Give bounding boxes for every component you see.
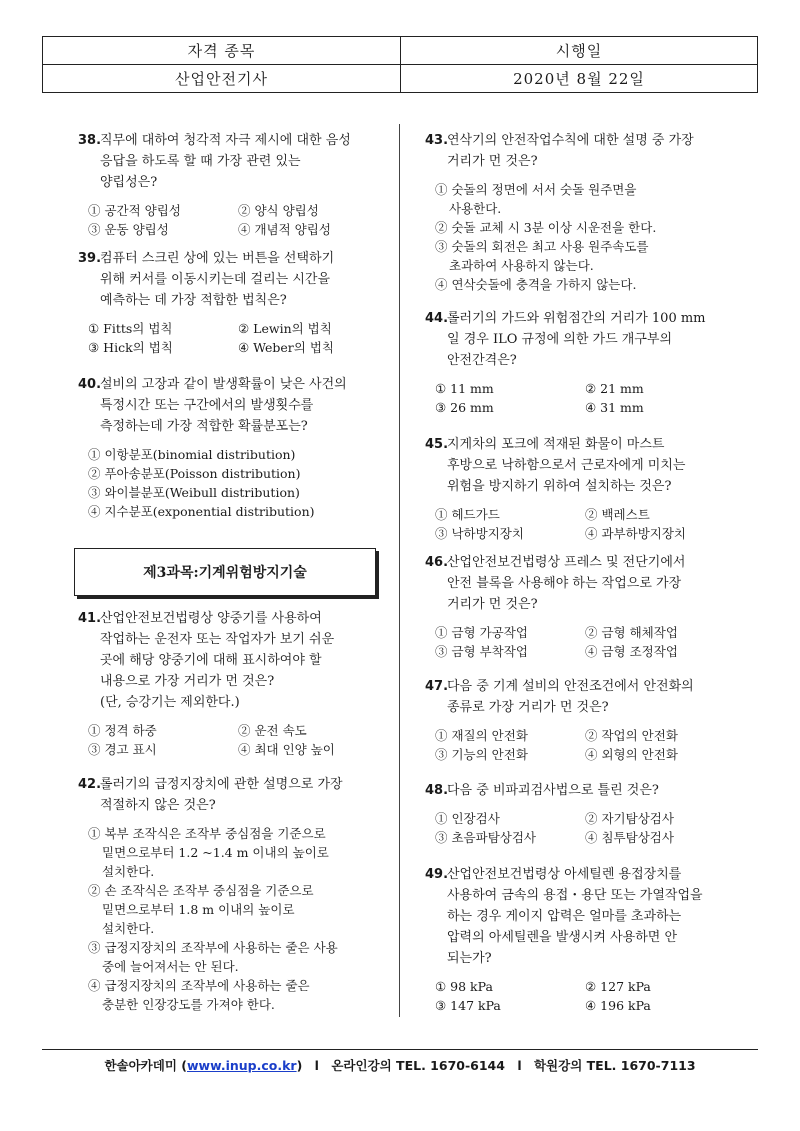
question-item bbox=[78, 130, 386, 239]
answer-options bbox=[78, 721, 386, 759]
question-number: 38. bbox=[78, 133, 102, 148]
subject-title-box: 제3과목:기계위험방지기술 bbox=[74, 548, 376, 596]
footer-divider bbox=[42, 1049, 758, 1050]
answer-option: ① 복부 조작식은 조작부 중심점을 기준으로 밑면으로부터 1.2 ~1.4 m 이내의 높이로 설치한다. bbox=[88, 826, 329, 879]
answer-option: ③ 금형 부착작업 bbox=[435, 644, 528, 659]
question-number: 45. bbox=[425, 437, 449, 452]
question-text: 다음 중 비파괴검사법으로 틀린 것은? bbox=[447, 783, 659, 798]
answer-option: ① Fitts의 법칙 bbox=[88, 321, 173, 336]
question-item bbox=[78, 608, 386, 759]
question-text: 산업안전보건법령상 아세틸렌 용접장치를 사용하여 금속의 용접・용단 또는 가열작업을 하는 경우 게이지 압력은 얼마를 초과하는 압력의 아세틸렌을 발생시켜 사용하면 안 되는가? bbox=[447, 867, 703, 966]
answer-options bbox=[78, 319, 386, 357]
answer-option: ② 금형 해체작업 bbox=[585, 625, 678, 640]
answer-options bbox=[425, 809, 739, 847]
answer-option: ④ 최대 인양 높이 bbox=[238, 742, 335, 757]
answer-option: ③ Hick의 법칙 bbox=[88, 340, 173, 355]
question-text: 연삭기의 안전작업수칙에 대한 설명 중 가장 거리가 먼 것은? bbox=[447, 133, 694, 169]
answer-options bbox=[78, 445, 386, 521]
question-item bbox=[425, 864, 739, 1015]
question-text: 지게차의 포크에 적재된 화물이 마스트 후방으로 낙하함으로서 근로자에게 미치는 위험을 방지하기 위하여 설치하는 것은? bbox=[447, 437, 686, 494]
question-item bbox=[78, 248, 386, 357]
answer-option: ② 손 조작식은 조작부 중심점을 기준으로 밑면으로부터 1.8 m 이내의 높이로 설치한다. bbox=[88, 883, 314, 936]
footer-website-link[interactable]: www.inup.co.kr bbox=[186, 1058, 297, 1073]
answer-option: ④ 금형 조정작업 bbox=[585, 644, 678, 659]
question-text: 산업안전보건법령상 양중기를 사용하여 작업하는 운전자 또는 작업자가 보기 쉬운 곳에 해당 양중기에 대해 표시하여야 할 내용으로 가장 거리가 먼 것은? (단, 승강기는 제외한다.) bbox=[100, 611, 335, 710]
footer-separator: l bbox=[517, 1058, 522, 1073]
question-item bbox=[425, 676, 739, 764]
answer-option: ③ 기능의 안전화 bbox=[435, 747, 528, 762]
question-item bbox=[425, 308, 739, 417]
answer-option: ① 11 mm bbox=[435, 381, 494, 396]
question-text: 다음 중 기계 설비의 안전조건에서 안전화의 종류로 가장 거리가 먼 것은? bbox=[447, 679, 694, 715]
answer-option: ③ 운동 양립성 bbox=[88, 222, 169, 237]
footer-separator: l bbox=[314, 1058, 319, 1073]
answer-option: ① 숫돌의 정면에 서서 숫돌 원주면을 사용한다. bbox=[435, 182, 637, 216]
footer-academy-phone: 학원강의 TEL. 1670-7113 bbox=[533, 1058, 696, 1073]
question-number: 40. bbox=[78, 377, 102, 392]
question-number: 43. bbox=[425, 133, 449, 148]
question-number: 39. bbox=[78, 251, 102, 266]
question-number: 42. bbox=[78, 777, 102, 792]
answer-option: ① 공간적 양립성 bbox=[88, 203, 181, 218]
answer-option: ③ 147 kPa bbox=[435, 998, 501, 1013]
header-label-subject: 자격 종목 bbox=[43, 37, 401, 65]
header-exam-name: 산업안전기사 bbox=[43, 65, 401, 93]
question-number: 41. bbox=[78, 611, 102, 626]
answer-option: ① 98 kPa bbox=[435, 979, 493, 994]
question-header bbox=[78, 130, 386, 193]
question-header bbox=[425, 308, 739, 371]
question-text: 롤러기의 급정지장치에 관한 설명으로 가장 적절하지 않은 것은? bbox=[100, 777, 343, 813]
answer-option: ④ 지수분포(exponential distribution) bbox=[88, 504, 315, 519]
question-number: 47. bbox=[425, 679, 449, 694]
answer-option: ③ 경고 표시 bbox=[88, 742, 157, 757]
question-number: 49. bbox=[425, 867, 449, 882]
answer-option: ④ 침투탐상검사 bbox=[585, 830, 674, 845]
question-item bbox=[78, 774, 386, 1014]
answer-option: ② 숫돌 교체 시 3분 이상 시운전을 한다. bbox=[435, 220, 657, 235]
question-header bbox=[78, 608, 386, 713]
answer-option: ④ 연삭숫돌에 충격을 가하지 않는다. bbox=[435, 277, 637, 292]
footer-online-phone: 온라인강의 TEL. 1670-6144 bbox=[331, 1058, 505, 1073]
answer-option: ④ 급정지장치의 조작부에 사용하는 줄은 충분한 인장강도를 가져야 한다. bbox=[88, 978, 310, 1012]
question-number: 48. bbox=[425, 783, 449, 798]
question-text: 산업안전보건법령상 프레스 및 전단기에서 안전 블록을 사용해야 하는 작업으로 가장 거리가 먼 것은? bbox=[447, 555, 686, 612]
question-item bbox=[425, 780, 739, 847]
question-header bbox=[78, 374, 386, 437]
header-exam-date: 2020년 8월 22일 bbox=[401, 65, 758, 93]
exam-header-table bbox=[42, 36, 758, 93]
answer-option: ③ 숫돌의 회전은 최고 사용 원주속도를 초과하여 사용하지 않는다. bbox=[435, 239, 649, 273]
answer-option: ② 푸아송분포(Poisson distribution) bbox=[88, 466, 301, 481]
answer-option: ③ 급정지장치의 조작부에 사용하는 줄은 사용 중에 늘어져서는 안 된다. bbox=[88, 940, 338, 974]
question-header bbox=[78, 248, 386, 311]
answer-option: ④ 과부하방지장치 bbox=[585, 526, 686, 541]
answer-option: ① 금형 가공작업 bbox=[435, 625, 528, 640]
question-item bbox=[425, 130, 739, 294]
answer-option: ① 헤드가드 bbox=[435, 507, 500, 522]
answer-option: ② 백레스트 bbox=[585, 507, 650, 522]
question-item bbox=[425, 552, 739, 661]
question-text: 롤러기의 가드와 위험점간의 거리가 100 mm 일 경우 ILO 규정에 의한 가드 개구부의 안전간격은? bbox=[447, 311, 706, 368]
answer-options bbox=[425, 180, 739, 294]
question-item bbox=[425, 434, 739, 543]
answer-option: ① 이항분포(binomial distribution) bbox=[88, 447, 296, 462]
answer-option: ① 인장검사 bbox=[435, 811, 500, 826]
answer-option: ② 운전 속도 bbox=[238, 723, 307, 738]
answer-option: ② 자기탐상검사 bbox=[585, 811, 674, 826]
footer: 한솔아카데미 (www.inup.co.kr) l 온라인강의 TEL. 1670-6144 l 학원강의 TEL. 1670-7113 bbox=[104, 1058, 696, 1073]
question-number: 46. bbox=[425, 555, 449, 570]
answer-option: ③ 와이블분포(Weibull distribution) bbox=[88, 485, 300, 500]
answer-options bbox=[425, 623, 739, 661]
answer-options bbox=[78, 824, 386, 1014]
question-header bbox=[78, 774, 386, 816]
footer-org: 한솔아카데미 bbox=[104, 1058, 177, 1073]
column-divider bbox=[399, 124, 400, 1017]
answer-options bbox=[425, 379, 739, 417]
answer-option: ④ 외형의 안전화 bbox=[585, 747, 678, 762]
question-text: 설비의 고장과 같이 발생확률이 낮은 사건의 특정시간 또는 구간에서의 발생횟수를 측정하는데 가장 적합한 확률분포는? bbox=[100, 377, 347, 434]
answer-options bbox=[425, 977, 739, 1015]
question-header bbox=[425, 434, 739, 497]
answer-option: ④ 개념적 양립성 bbox=[238, 222, 331, 237]
question-header bbox=[425, 130, 739, 172]
question-text: 컴퓨터 스크린 상에 있는 버튼을 선택하기 위해 커서를 이동시키는데 걸리는 시간을 예측하는 데 가장 적합한 법칙은? bbox=[100, 251, 335, 308]
question-item bbox=[78, 374, 386, 521]
question-header bbox=[425, 780, 739, 801]
header-label-date: 시행일 bbox=[401, 37, 758, 65]
answer-option: ② 작업의 안전화 bbox=[585, 728, 678, 743]
question-header bbox=[425, 864, 739, 969]
answer-options bbox=[425, 505, 739, 543]
answer-option: ① 재질의 안전화 bbox=[435, 728, 528, 743]
answer-option: ③ 낙하방지장치 bbox=[435, 526, 524, 541]
answer-option: ④ 196 kPa bbox=[585, 998, 651, 1013]
answer-options bbox=[78, 201, 386, 239]
answer-option: ② Lewin의 법칙 bbox=[238, 321, 332, 336]
answer-options bbox=[425, 726, 739, 764]
question-header bbox=[425, 552, 739, 615]
answer-option: ① 정격 하중 bbox=[88, 723, 157, 738]
answer-option: ② 127 kPa bbox=[585, 979, 651, 994]
answer-option: ③ 26 mm bbox=[435, 400, 494, 415]
answer-option: ④ Weber의 법칙 bbox=[238, 340, 334, 355]
question-number: 44. bbox=[425, 311, 449, 326]
answer-option: ② 21 mm bbox=[585, 381, 644, 396]
answer-option: ④ 31 mm bbox=[585, 400, 644, 415]
question-text: 직무에 대하여 청각적 자극 제시에 대한 음성 응답을 하도록 할 때 가장 관련 있는 양립성은? bbox=[100, 133, 351, 190]
answer-option: ② 양식 양립성 bbox=[238, 203, 319, 218]
answer-option: ③ 초음파탐상검사 bbox=[435, 830, 536, 845]
question-header bbox=[425, 676, 739, 718]
